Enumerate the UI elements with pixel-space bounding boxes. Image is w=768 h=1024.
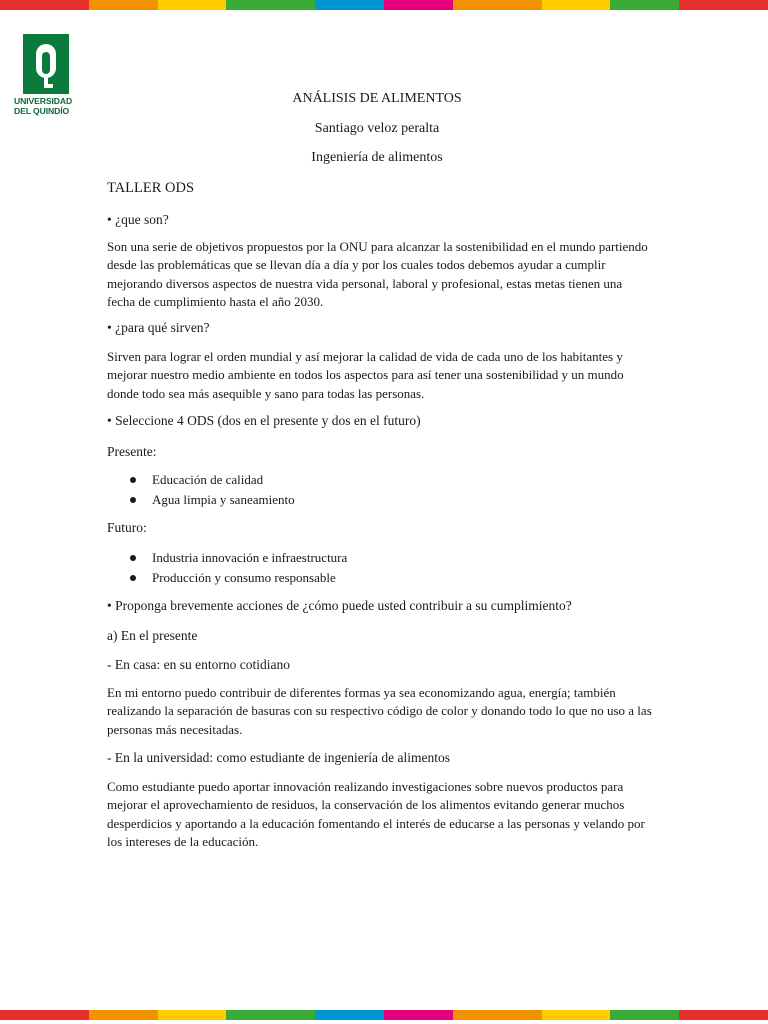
question-1: • ¿que son? — [107, 212, 169, 227]
stripe-segment — [226, 0, 315, 10]
logo-line-1: UNIVERSIDAD — [14, 96, 73, 106]
bottom-color-stripe — [0, 1010, 768, 1020]
top-color-stripe — [0, 0, 768, 10]
question-2: • ¿para qué sirven? — [107, 320, 210, 335]
university-label: - En la universidad: como estudiante de ingeniería de alimentos — [107, 750, 451, 765]
stripe-segment — [453, 1010, 542, 1020]
stripe-segment — [158, 0, 227, 10]
author-name: Santiago veloz peralta — [314, 121, 440, 136]
stripe-segment — [0, 1010, 89, 1020]
answer-2: Sirven para lograr el orden mundial y así mejorar la calidad de vida de cada uno de los habitantes y mejorar nuestro medio ambiente en todos los aspectos para así tener una sostenibilidad y un mundo donde todo sea más asequible y sano para todas las personas. — [107, 349, 624, 401]
stripe-segment — [315, 0, 384, 10]
university-name — [14, 97, 80, 116]
future-label: Futuro: — [107, 520, 147, 535]
home-label: - En casa: en su entorno cotidiano — [107, 657, 290, 672]
document-title: ANÁLISIS DE ALIMENTOS — [292, 91, 462, 106]
stripe-segment — [453, 0, 542, 10]
list-item: Producción y consumo responsable — [107, 568, 347, 588]
section-heading: TALLER ODS — [107, 180, 195, 196]
stripe-segment — [610, 0, 679, 10]
university-emblem-icon — [23, 34, 69, 94]
list-item: Industria innovación e infraestructura — [107, 548, 347, 568]
answer-1: Son una serie de objetivos propuestos por la ONU para alcanzar la sostenibilidad en el mundo partiendo desde las problemáticas que se llevan día a día y por los cuales todos debemos ayudar a cumplir mejorando diversos aspectos de nuestra vida personal, laboral y profesional, estas metas tienen una fecha de cumplimiento hasta el año 2030. — [107, 239, 648, 310]
present-label: Presente: — [107, 444, 157, 459]
stripe-segment — [226, 1010, 315, 1020]
stripe-segment — [384, 0, 453, 10]
university-text: Como estudiante puedo aportar innovación realizando investigaciones sobre nuevos productos para mejorar el aprovechamiento de residuos, la conservación de los alimentos evitando generar muchos desperdicios y aportando a la educación fomentando el interés de educarse a las personas y velando por los intereses de la educación. — [107, 779, 645, 850]
question-4: • Proponga brevemente acciones de ¿cómo puede usted contribuir a su cumplimiento? — [107, 598, 572, 613]
stripe-segment — [384, 1010, 453, 1020]
list-item: Educación de calidad — [107, 470, 295, 490]
stripe-segment — [89, 0, 158, 10]
future-list — [107, 548, 347, 588]
program-name: Ingeniería de alimentos — [311, 150, 443, 165]
stripe-segment — [89, 1010, 158, 1020]
stripe-segment — [679, 0, 768, 10]
stripe-segment — [679, 1010, 768, 1020]
present-list — [107, 470, 295, 510]
university-logo — [14, 34, 80, 116]
list-item: Agua limpia y saneamiento — [107, 490, 295, 510]
stripe-segment — [542, 0, 611, 10]
stripe-segment — [0, 0, 89, 10]
stripe-segment — [315, 1010, 384, 1020]
stripe-segment — [610, 1010, 679, 1020]
stripe-segment — [158, 1010, 227, 1020]
present-subheading: a) En el presente — [107, 628, 198, 643]
home-text: En mi entorno puedo contribuir de diferentes formas ya sea economizando agua, energía; también realizando la separación de basuras con su respectivo código de color y donando todo lo que no uso a las personas más necesitadas. — [107, 685, 652, 737]
logo-line-2: DEL QUINDÍO — [14, 105, 70, 116]
question-3: • Seleccione 4 ODS (dos en el presente y dos en el futuro) — [107, 413, 421, 428]
stripe-segment — [542, 1010, 611, 1020]
